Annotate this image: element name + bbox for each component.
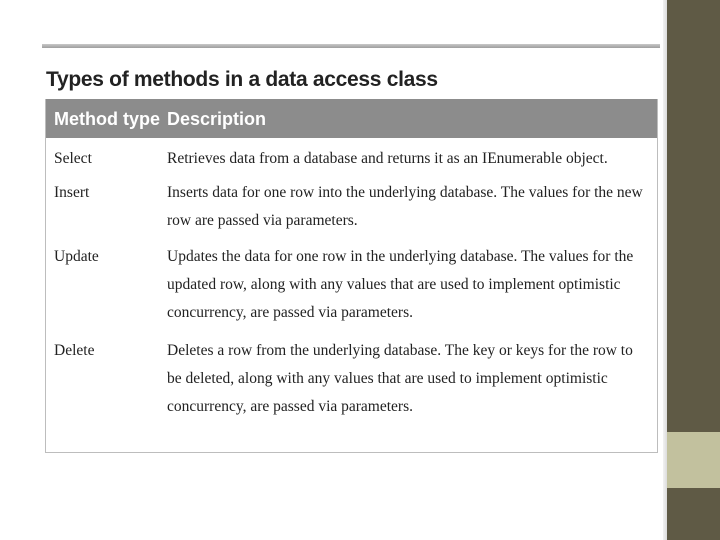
description-cell: Deletes a row from the underlying database. The key or keys for the row to be deleted, along with any values that are used to implement optimistic concurrency, are passed via parameters. xyxy=(167,342,633,415)
page-title: Types of methods in a data access class xyxy=(46,68,438,91)
description-cell: Inserts data for one row into the underlying database. The values for the new row are passed via parameters. xyxy=(167,184,643,229)
slide-figure xyxy=(42,44,660,454)
sidebar-dark-top xyxy=(667,0,720,432)
method-cell: Select xyxy=(54,150,92,167)
method-cell: Delete xyxy=(54,342,95,359)
sidebar-light-block xyxy=(667,432,720,488)
table-header xyxy=(46,99,657,138)
header-description: Description xyxy=(167,109,267,129)
sidebar-dark-bottom xyxy=(667,488,720,540)
method-cell: Update xyxy=(54,248,99,265)
methods-table xyxy=(45,99,658,453)
description-cell: Retrieves data from a database and returns it as an IEnumerable object. xyxy=(167,150,608,167)
top-rule xyxy=(42,44,660,48)
header-method-type: Method type xyxy=(54,109,160,129)
description-cell: Updates the data for one row in the underlying database. The values for the updated row, along with any values that are used to implement optimistic concurrency, are passed via parameters. xyxy=(167,248,634,321)
method-cell: Insert xyxy=(54,184,90,201)
